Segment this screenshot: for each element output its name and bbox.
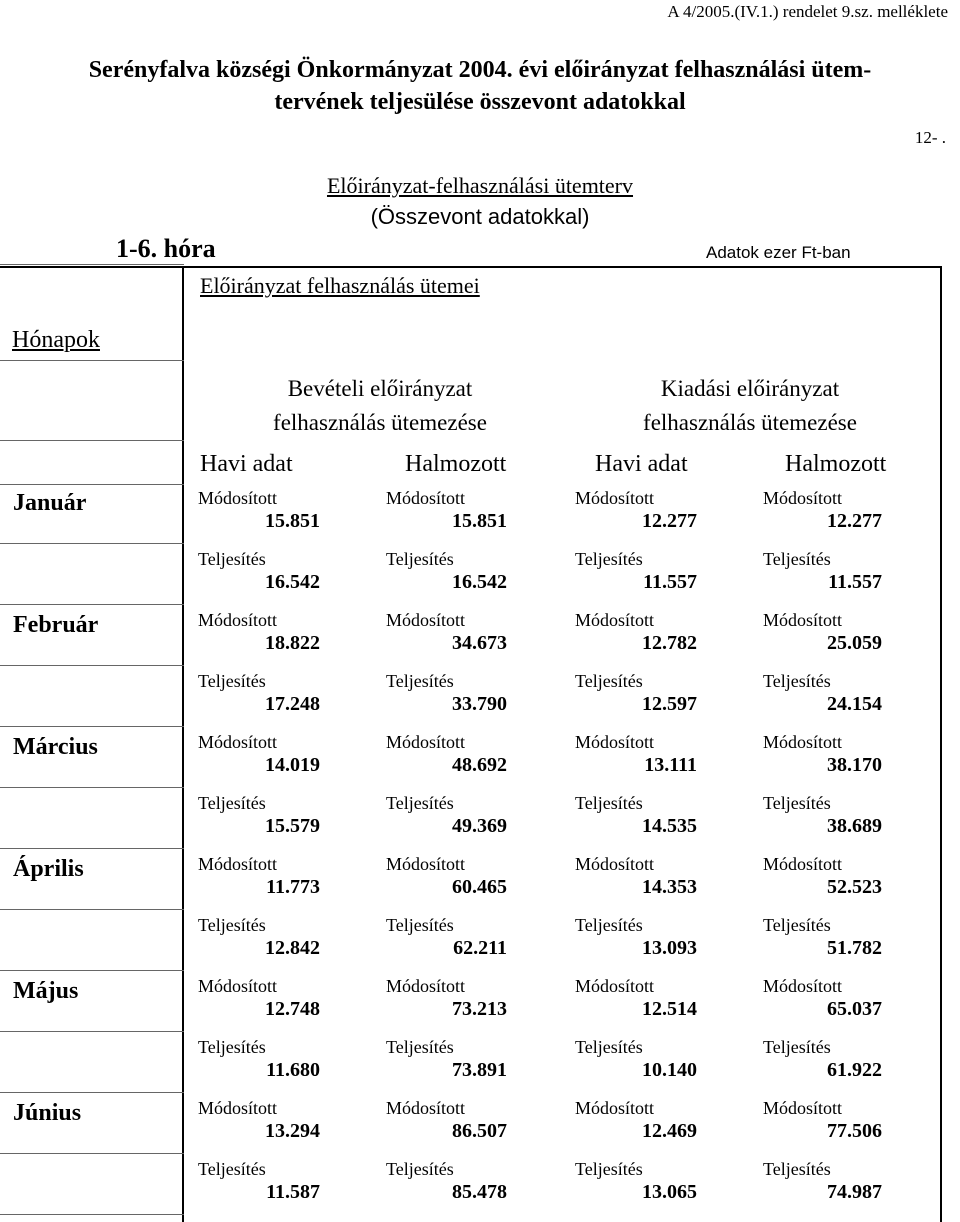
modified-label: Módosított: [763, 1098, 843, 1118]
actual-value: 51.782: [827, 937, 882, 959]
modified-label: Módosított: [763, 488, 843, 508]
income-group-line-2: felhasználás ütemezése: [273, 410, 487, 435]
actual-value: 11.557: [828, 571, 882, 593]
modified-label: Módosított: [575, 732, 655, 752]
modified-value: 65.037: [827, 998, 882, 1020]
modified-label: Módosított: [763, 610, 843, 630]
month-name: Június: [13, 1100, 82, 1126]
modified-label: Módosított: [763, 732, 843, 752]
modified-label: Módosított: [575, 976, 655, 996]
modified-label: Módosított: [386, 610, 466, 630]
modified-value: 60.465: [452, 876, 507, 898]
row-divider: [0, 264, 184, 265]
modified-value: 12.469: [642, 1120, 697, 1142]
actual-label: Teljesítés: [763, 1159, 831, 1179]
row-divider: [0, 484, 184, 485]
actual-label: Teljesítés: [198, 1159, 266, 1179]
row-divider: [0, 848, 184, 849]
actual-label: Teljesítés: [763, 671, 831, 691]
modified-value: 34.673: [452, 632, 507, 654]
month-name: Február: [13, 612, 99, 638]
row-divider: [0, 1031, 184, 1032]
modified-value: 86.507: [452, 1120, 507, 1142]
actual-value: 11.680: [266, 1059, 320, 1081]
actual-label: Teljesítés: [198, 671, 266, 691]
actual-value: 73.891: [452, 1059, 507, 1081]
modified-value: 38.170: [827, 754, 882, 776]
document-reference: A 4/2005.(IV.1.) rendelet 9.sz. melléklete: [667, 2, 948, 21]
actual-value: 11.557: [643, 571, 697, 593]
modified-label: Módosított: [386, 1098, 466, 1118]
modified-label: Módosított: [198, 854, 278, 874]
modified-value: 15.851: [452, 510, 507, 532]
actual-label: Teljesítés: [575, 549, 643, 569]
modified-value: 11.773: [266, 876, 320, 898]
expense-group-header: [580, 372, 920, 440]
actual-value: 11.587: [266, 1181, 320, 1203]
period-label: 1-6. hóra: [116, 234, 216, 263]
modified-value: 48.692: [452, 754, 507, 776]
modified-label: Módosított: [198, 610, 278, 630]
actual-value: 62.211: [453, 937, 507, 959]
income-monthly-column-header: Havi adat: [200, 451, 293, 477]
expense-cumulative-column-header: Halmozott: [785, 451, 887, 477]
actual-value: 12.842: [265, 937, 320, 959]
month-name: Április: [13, 856, 84, 882]
modified-label: Módosított: [386, 854, 466, 874]
actual-label: Teljesítés: [386, 671, 454, 691]
modified-label: Módosított: [575, 488, 655, 508]
row-divider: [0, 1153, 184, 1154]
modified-value: 15.851: [265, 510, 320, 532]
modified-value: 18.822: [265, 632, 320, 654]
actual-value: 61.922: [827, 1059, 882, 1081]
actual-value: 10.140: [642, 1059, 697, 1081]
usage-schedule-title: Előirányzat felhasználás ütemei: [200, 273, 480, 298]
actual-value: 16.542: [265, 571, 320, 593]
month-name: Május: [13, 978, 79, 1004]
actual-label: Teljesítés: [763, 549, 831, 569]
document-title-line-2: tervének teljesülése összevont adatokkal: [274, 89, 686, 115]
row-divider: [0, 787, 184, 788]
actual-label: Teljesítés: [198, 915, 266, 935]
actual-value: 16.542: [452, 571, 507, 593]
modified-value: 12.782: [642, 632, 697, 654]
actual-value: 24.154: [827, 693, 882, 715]
actual-label: Teljesítés: [575, 915, 643, 935]
modified-label: Módosított: [575, 854, 655, 874]
actual-value: 17.248: [265, 693, 320, 715]
modified-value: 13.294: [265, 1120, 320, 1142]
modified-value: 12.514: [642, 998, 697, 1020]
income-group-line-1: Bevételi előirányzat: [287, 376, 473, 401]
modified-value: 12.748: [265, 998, 320, 1020]
actual-label: Teljesítés: [763, 793, 831, 813]
modified-value: 14.019: [265, 754, 320, 776]
modified-value: 25.059: [827, 632, 882, 654]
row-divider: [0, 726, 184, 727]
modified-value: 12.277: [642, 510, 697, 532]
page-number: 12- .: [914, 128, 946, 147]
months-column-separator: [182, 266, 184, 1222]
modified-label: Módosított: [386, 732, 466, 752]
actual-value: 38.689: [827, 815, 882, 837]
expense-group-line-2: felhasználás ütemezése: [643, 410, 857, 435]
actual-value: 14.535: [642, 815, 697, 837]
actual-value: 33.790: [452, 693, 507, 715]
row-divider: [0, 604, 184, 605]
actual-label: Teljesítés: [386, 793, 454, 813]
actual-value: 13.065: [642, 1181, 697, 1203]
modified-label: Módosított: [198, 976, 278, 996]
modified-label: Módosított: [198, 732, 278, 752]
modified-label: Módosított: [386, 488, 466, 508]
row-divider: [0, 1214, 184, 1215]
row-divider: [0, 360, 184, 361]
month-name: Január: [13, 490, 87, 516]
modified-label: Módosított: [198, 488, 278, 508]
row-divider: [0, 909, 184, 910]
actual-label: Teljesítés: [198, 1037, 266, 1057]
modified-label: Módosított: [198, 1098, 278, 1118]
schedule-subtitle: (Összevont adatokkal): [370, 204, 590, 229]
actual-label: Teljesítés: [386, 1159, 454, 1179]
expense-monthly-column-header: Havi adat: [595, 451, 688, 477]
schedule-title: Előirányzat-felhasználási ütemterv: [326, 173, 634, 198]
modified-label: Módosított: [575, 1098, 655, 1118]
expense-group-line-1: Kiadási előirányzat: [660, 376, 840, 401]
modified-value: 14.353: [642, 876, 697, 898]
modified-value: 52.523: [827, 876, 882, 898]
actual-label: Teljesítés: [198, 549, 266, 569]
row-divider: [0, 970, 184, 971]
actual-label: Teljesítés: [763, 1037, 831, 1057]
modified-value: 73.213: [452, 998, 507, 1020]
actual-label: Teljesítés: [386, 1037, 454, 1057]
actual-label: Teljesítés: [386, 549, 454, 569]
modified-label: Módosított: [386, 976, 466, 996]
actual-value: 49.369: [452, 815, 507, 837]
actual-label: Teljesítés: [575, 1037, 643, 1057]
modified-value: 77.506: [827, 1120, 882, 1142]
modified-label: Módosított: [763, 976, 843, 996]
row-divider: [0, 543, 184, 544]
actual-value: 74.987: [827, 1181, 882, 1203]
actual-label: Teljesítés: [575, 671, 643, 691]
row-divider: [0, 1092, 184, 1093]
actual-value: 15.579: [265, 815, 320, 837]
actual-value: 85.478: [452, 1181, 507, 1203]
modified-label: Módosított: [763, 854, 843, 874]
income-group-header: [200, 372, 560, 440]
actual-label: Teljesítés: [386, 915, 454, 935]
row-divider: [0, 440, 184, 441]
actual-label: Teljesítés: [575, 1159, 643, 1179]
modified-label: Módosított: [575, 610, 655, 630]
document-title-line-1: Serényfalva községi Önkormányzat 2004. évi előirányzat felhasználási ütem-: [88, 57, 872, 83]
modified-value: 13.111: [644, 754, 697, 776]
actual-label: Teljesítés: [763, 915, 831, 935]
unit-note: Adatok ezer Ft-ban: [706, 243, 851, 262]
months-column-header: Hónapok: [12, 327, 100, 353]
income-cumulative-column-header: Halmozott: [405, 451, 507, 477]
month-name: Március: [13, 734, 98, 760]
actual-label: Teljesítés: [575, 793, 643, 813]
modified-value: 12.277: [827, 510, 882, 532]
row-divider: [0, 665, 184, 666]
actual-label: Teljesítés: [198, 793, 266, 813]
actual-value: 13.093: [642, 937, 697, 959]
actual-value: 12.597: [642, 693, 697, 715]
